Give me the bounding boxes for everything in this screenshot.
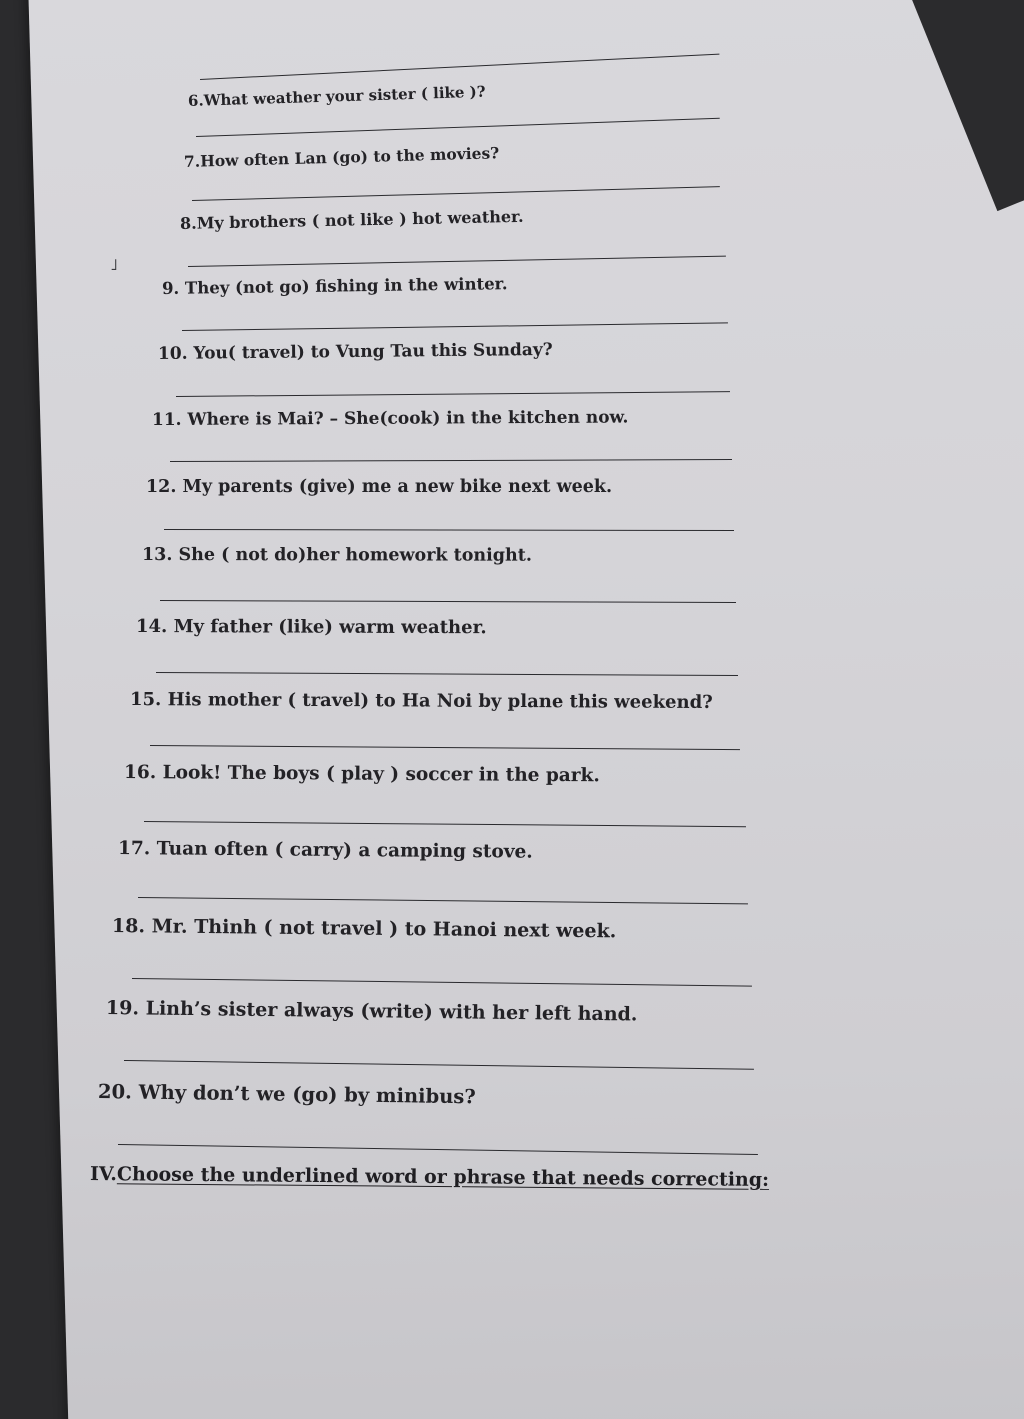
section-instruction: Choose the underlined word or phrase that needs correcting:	[116, 1163, 770, 1191]
question-number: 10.	[157, 343, 188, 364]
answer-line-5[interactable]	[200, 54, 719, 80]
question-9	[162, 274, 508, 298]
question-14	[136, 616, 487, 638]
question-13	[142, 545, 532, 566]
question-number: 9.	[161, 278, 180, 298]
pencil-tick-mark: ˩	[110, 255, 118, 274]
question-20	[98, 1080, 476, 1108]
question-12	[146, 477, 612, 497]
question-text: My brothers ( not like ) hot weather.	[196, 206, 524, 233]
question-number: 15.	[129, 689, 162, 711]
question-text: Linh’s sister always (write) with her left hand.	[145, 997, 638, 1026]
question-number: 17.	[117, 838, 151, 860]
question-number: 16.	[123, 762, 157, 784]
question-number: 6.	[187, 91, 204, 110]
question-number: 7.	[183, 151, 201, 171]
question-text: What weather your sister ( like )?	[203, 82, 486, 110]
question-number: 18.	[111, 915, 146, 938]
answer-line-14[interactable]	[156, 672, 738, 676]
answer-line-18[interactable]	[132, 978, 752, 987]
question-16	[124, 762, 600, 786]
question-number: 20.	[97, 1080, 133, 1104]
answer-line-8[interactable]	[188, 256, 726, 267]
answer-line-6[interactable]	[196, 118, 720, 137]
answer-line-9[interactable]	[182, 322, 728, 331]
question-text: My father (like) warm weather.	[173, 616, 487, 639]
question-7	[184, 143, 500, 171]
section-numeral: IV.	[89, 1163, 118, 1186]
answer-line-20[interactable]	[118, 1144, 758, 1155]
question-text: She ( not do)her homework tonight.	[178, 545, 532, 566]
question-text: Where is Mai? – She(cook) in the kitchen now.	[187, 407, 629, 430]
question-19	[106, 997, 638, 1025]
answer-line-15[interactable]	[150, 745, 740, 750]
question-15	[130, 689, 713, 713]
question-6	[188, 83, 486, 110]
answer-line-13[interactable]	[160, 600, 736, 603]
section-iv-heading	[90, 1163, 769, 1191]
question-text: Tuan often ( carry) a camping stove.	[156, 838, 533, 863]
question-number: 12.	[146, 477, 177, 497]
question-number: 11.	[151, 409, 182, 430]
answer-line-10[interactable]	[176, 391, 730, 397]
answer-line-19[interactable]	[124, 1060, 754, 1070]
question-text: His mother ( travel) to Ha Noi by plane this weekend?	[167, 689, 713, 714]
question-17	[118, 838, 533, 863]
question-number: 13.	[141, 545, 173, 566]
question-11	[152, 408, 628, 430]
question-18	[112, 915, 617, 942]
question-text: Mr. Thinh ( not travel ) to Hanoi next week.	[151, 915, 617, 943]
question-number: 19.	[105, 997, 140, 1020]
answer-line-7[interactable]	[192, 186, 720, 201]
question-text: You( travel) to Vung Tau this Sunday?	[193, 339, 553, 364]
answer-line-16[interactable]	[144, 821, 746, 827]
question-text: Look! The boys ( play ) soccer in the park.	[162, 762, 600, 787]
answer-line-12[interactable]	[164, 529, 734, 531]
question-text: My parents (give) me a new bike next week.	[182, 477, 613, 497]
answer-line-11[interactable]	[170, 459, 732, 462]
answer-line-17[interactable]	[138, 897, 748, 904]
question-number: 14.	[135, 616, 168, 638]
question-text: Why don’t we (go) by minibus?	[138, 1080, 476, 1109]
question-number: 8.	[179, 213, 197, 233]
question-10	[158, 340, 553, 364]
question-text: They (not go) fishing in the winter.	[184, 274, 508, 298]
question-text: How often Lan (go) to the movies?	[199, 143, 500, 171]
question-8	[180, 207, 524, 233]
